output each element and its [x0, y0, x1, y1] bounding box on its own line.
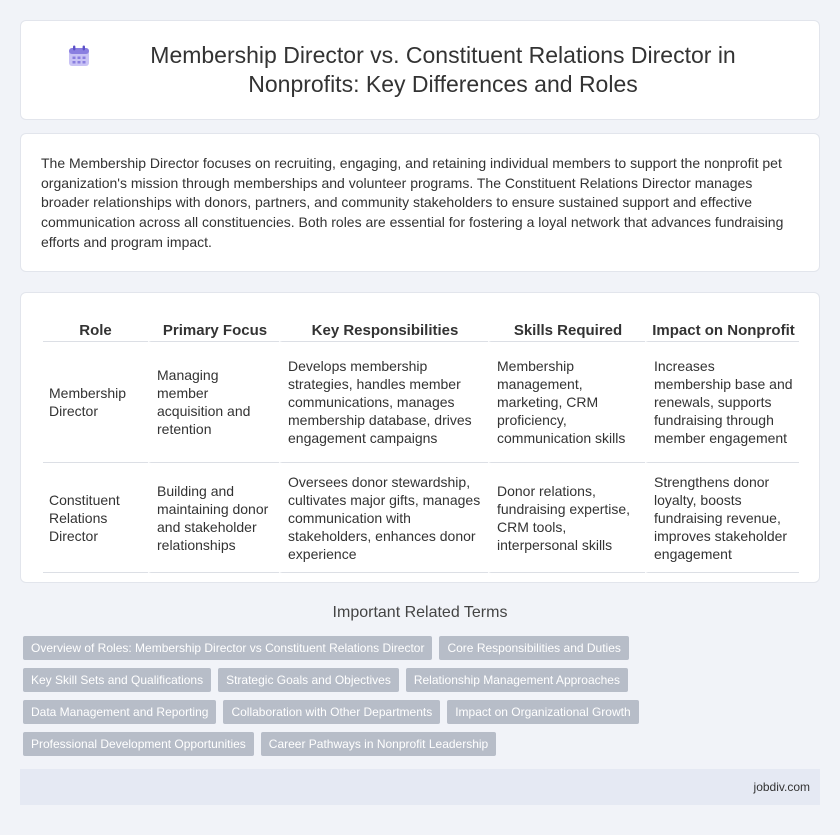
table-header-row: [43, 313, 799, 341]
tag-professional-development[interactable]: Professional Development Opportunities: [23, 732, 254, 756]
tag-data-management[interactable]: Data Management and Reporting: [23, 700, 216, 724]
cell-skills: Donor relations, fundraising expertise, CRM tools, interpersonal skills: [488, 462, 645, 573]
header-role: Role: [79, 322, 112, 339]
header-skills-required: Skills Required: [488, 313, 645, 341]
tag-organizational-growth[interactable]: Impact on Organizational Growth: [447, 700, 638, 724]
tag-collaboration[interactable]: Collaboration with Other Departments: [223, 700, 440, 724]
title-card: [20, 20, 820, 120]
header-impact: Impact on Nonprofit: [645, 313, 799, 341]
cell-responsibilities: Develops membership strategies, handles member communications, manages membership database, drives engagement campaigns: [279, 341, 488, 462]
header-primary-focus: Primary Focus: [148, 313, 279, 341]
table-row: [43, 462, 799, 573]
tag-career-pathways[interactable]: Career Pathways in Nonprofit Leadership: [261, 732, 496, 756]
intro-card: [20, 133, 820, 272]
comparison-table: [43, 313, 799, 573]
cell-skills: Membership management, marketing, CRM proficiency, communication skills: [488, 341, 645, 462]
cell-role: Membership Director: [43, 341, 148, 462]
related-terms-title: Important Related Terms: [332, 604, 508, 621]
related-tags: [23, 636, 823, 756]
title-wrap: [21, 41, 819, 99]
table-row: [43, 341, 799, 462]
footer-site[interactable]: jobdiv.com: [753, 780, 810, 794]
header-key-responsibilities: Key Responsibilities: [279, 313, 488, 341]
tag-strategic-goals[interactable]: Strategic Goals and Objectives: [218, 668, 399, 692]
table-card: [20, 292, 820, 583]
cell-role: Constituent Relations Director: [43, 462, 148, 573]
cell-responsibilities: Oversees donor stewardship, cultivates major gifts, manages communication with stakeholders, enhances donor experience: [279, 462, 488, 573]
tag-key-skill-sets[interactable]: Key Skill Sets and Qualifications: [23, 668, 211, 692]
cell-primary-focus: Building and maintaining donor and stakeholder relationships: [148, 462, 279, 573]
cell-impact: Increases membership base and renewals, supports fundraising through member engagement: [645, 341, 799, 462]
intro-text: The Membership Director focuses on recruiting, engaging, and retaining individual members to support the nonprofit pet organization's mission through memberships and volunteer programs. The Constituent Relations Director manages broader relationships with donors, partners, and community stakeholders to ensure sustained support and effective communication across all constituencies. Both roles are essential for fostering a loyal network that advances fundraising efforts and program impact.: [41, 155, 784, 250]
cell-primary-focus: Managing member acquisition and retention: [148, 341, 279, 462]
tag-overview-of-roles[interactable]: Overview of Roles: Membership Director vs Constituent Relations Director: [23, 636, 432, 660]
footer: [20, 769, 820, 805]
calendar-icon: [67, 44, 91, 68]
tag-relationship-management[interactable]: Relationship Management Approaches: [406, 668, 628, 692]
tag-core-responsibilities[interactable]: Core Responsibilities and Duties: [439, 636, 628, 660]
cell-impact: Strengthens donor loyalty, boosts fundraising revenue, improves stakeholder engagement: [645, 462, 799, 573]
page-title: Membership Director vs. Constituent Relations Director in Nonprofits: Key Differences and Roles: [150, 42, 736, 97]
